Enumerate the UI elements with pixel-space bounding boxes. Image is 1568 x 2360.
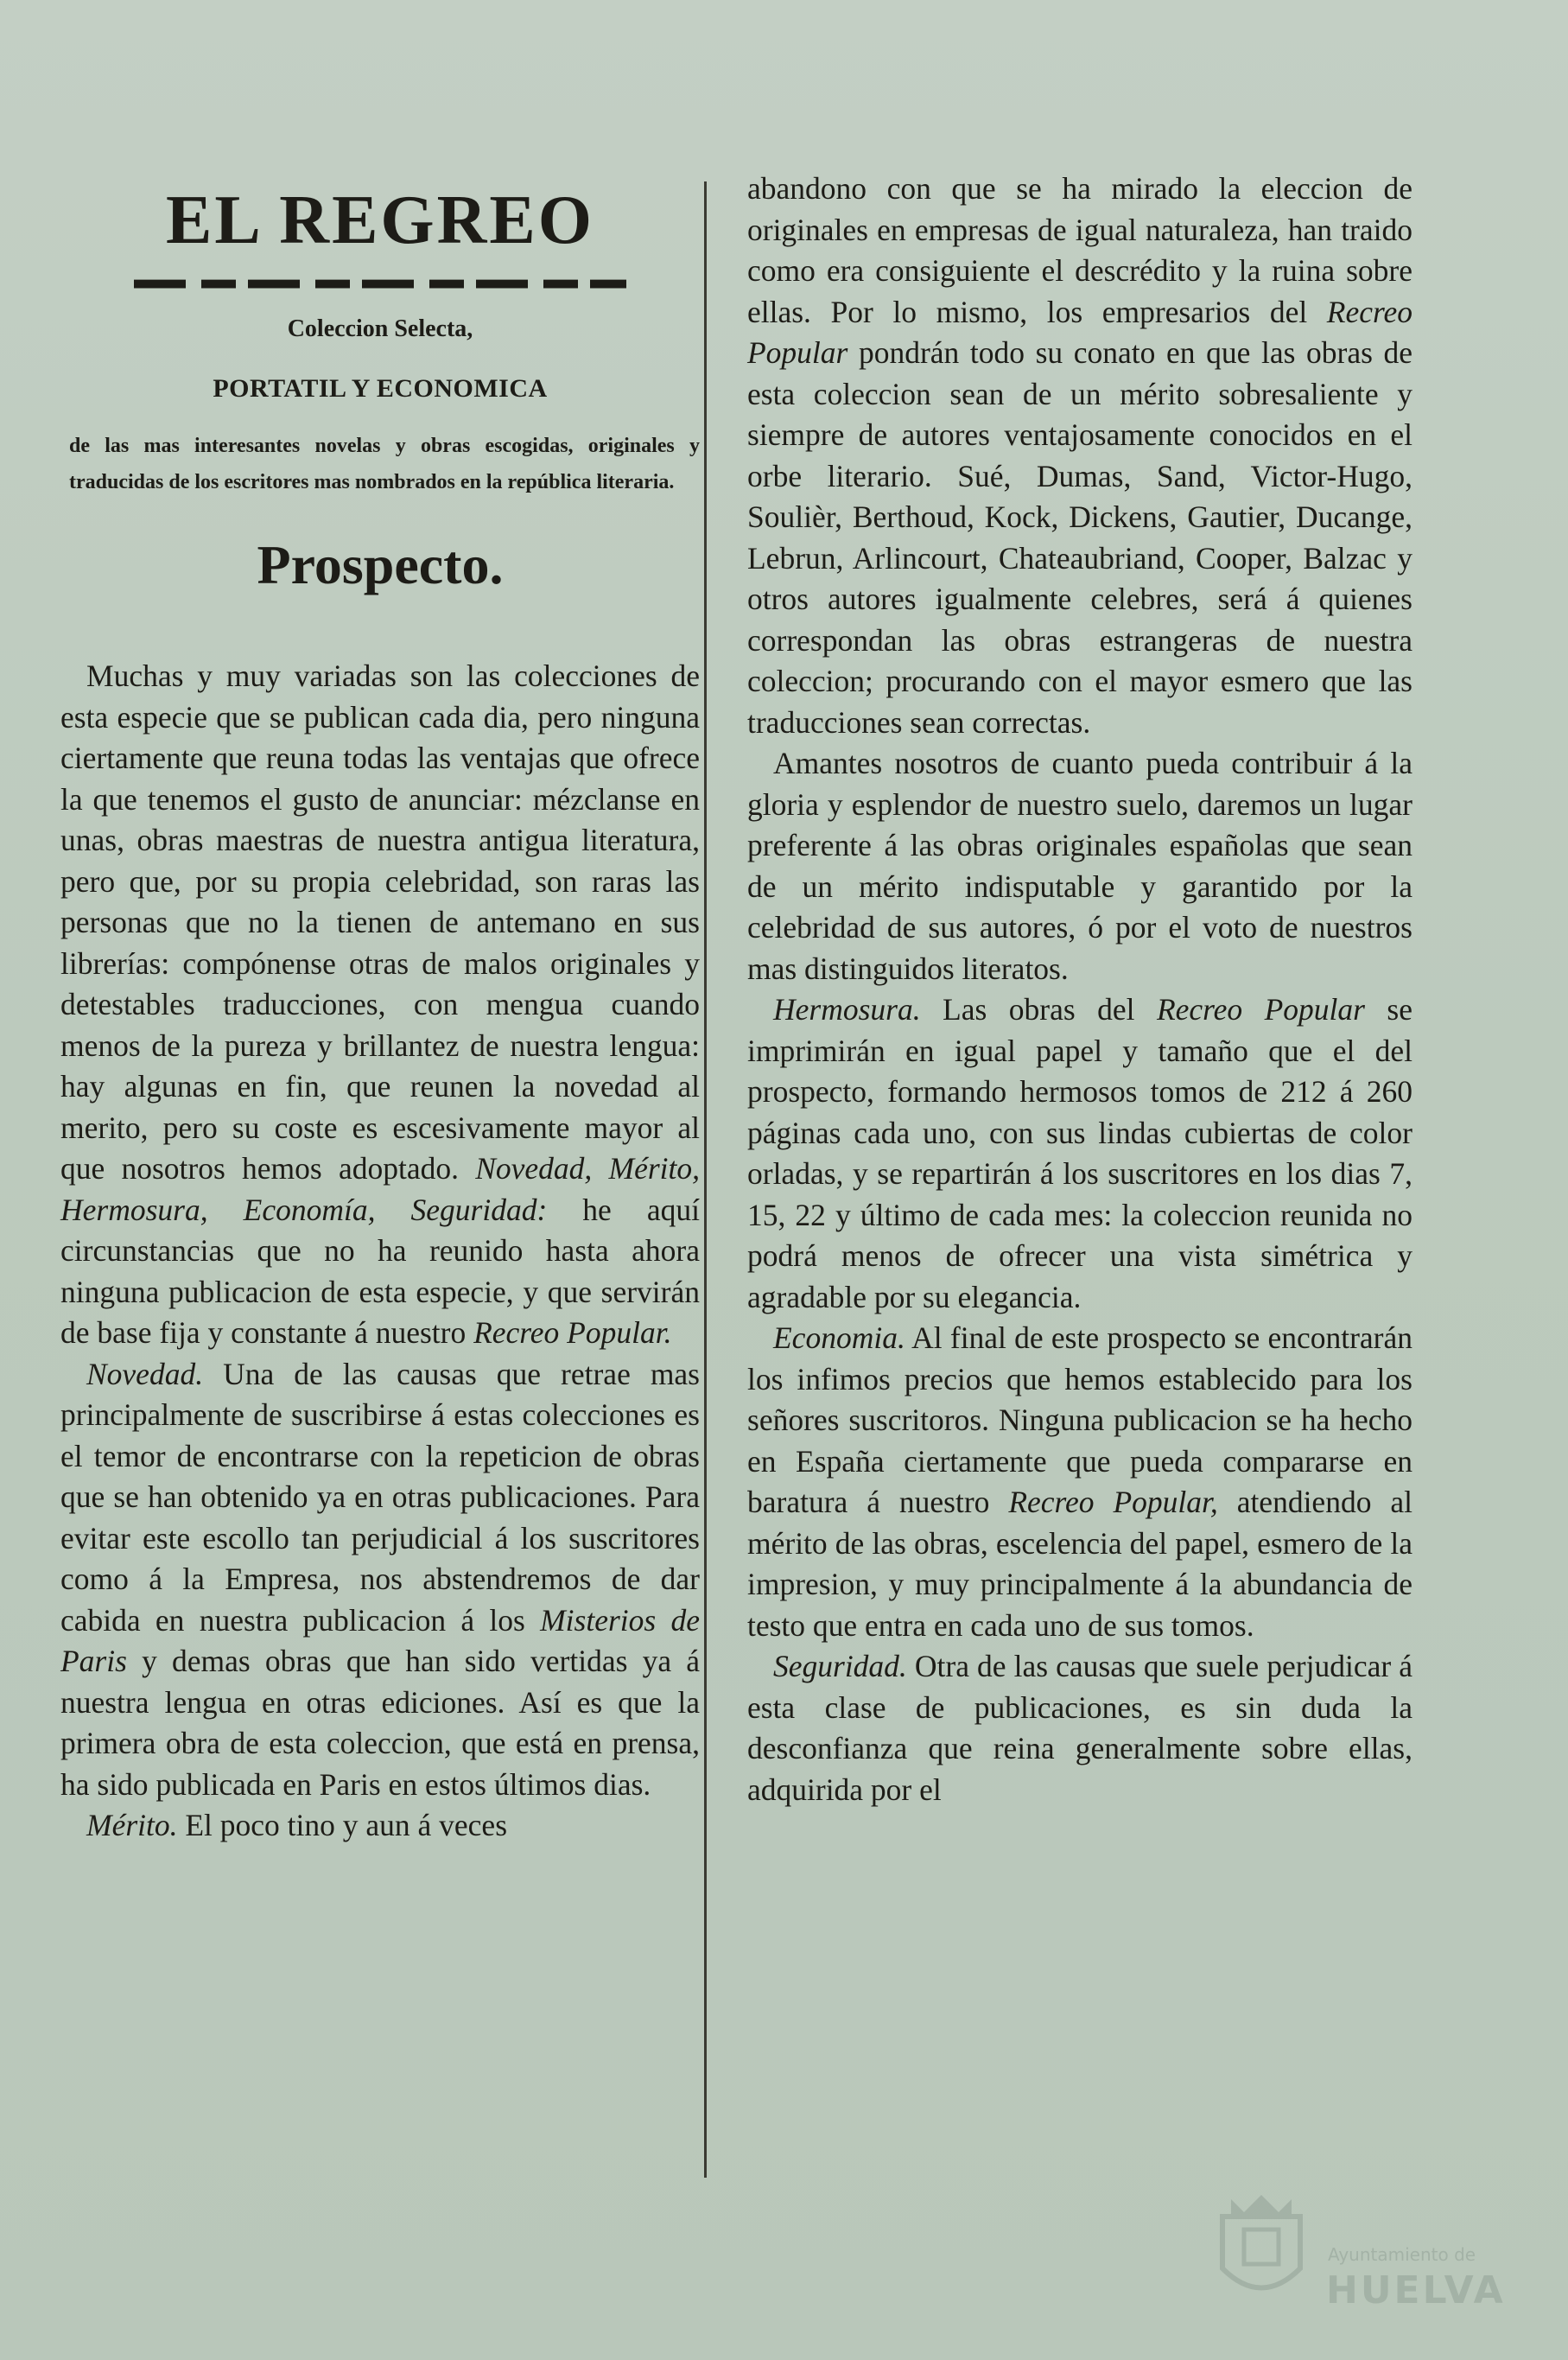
crest-icon — [1205, 2182, 1317, 2312]
watermark-name: HUELVA — [1326, 2268, 1506, 2312]
right-column — [747, 169, 1412, 1810]
emphasis-run: Recreo Popular — [1156, 992, 1365, 1027]
left-paragraph-3 — [60, 1805, 700, 1847]
left-paragraph-2 — [60, 1354, 700, 1806]
emphasis-run: Novedad, Mérito, Hermosura, Economía, Seguridad: — [60, 1151, 700, 1227]
emphasis-run: Misterios de Paris — [60, 1602, 700, 1678]
section-lead: Novedad. — [86, 1356, 204, 1391]
text-run: he aquí circunstancias que no ha reunido hasta ahora ninguna publicacion de esta especie, y que servirán de base fija y constante á nuestro — [60, 1192, 700, 1350]
library-watermark — [1205, 2182, 1506, 2312]
emphasis-run: Recreo Popular. — [473, 1315, 672, 1350]
section-lead: Economia. — [773, 1320, 905, 1355]
right-paragraph-2 — [747, 743, 1412, 989]
page-heading: Prospecto. — [257, 534, 504, 595]
text-run: Una de las causas que retrae mas principalmente de suscribirse á estas colecciones es el temor de encontrarse con la repeticion de obras que se han obtenido ya en otras publicaciones. Para evitar este escollo tan perjudicial á los suscritores como á la Empresa, nos abstendremos de dar cabida en nuestra publicacion á los — [60, 1356, 700, 1638]
text-run: atendiendo al mérito de las obras, escelencia del papel, esmero de la impresion, y muy principalmente á la abundancia de testo que entra en cada uno de sus tomos. — [747, 1485, 1412, 1643]
right-paragraph-3 — [747, 989, 1412, 1318]
text-run: Muchas y muy variadas son las colecciones de esta especie que se publican cada dia, pero ninguna ciertamente que reuna todas las ventajas que ofrece la que tenemos el gusto de anunciar: mézclanse en unas, obras maestras de nuestra antigua literatura, pero que, por su propia celebridad, son raras las personas que no la tienen de antemano en sus librerías: compónense otras de malos originales y detestables traducciones, con mengua cuando menos de la pureza y brillantez de nuestra lengua: hay algunas en fin, que reunen la novedad al merito, pero su coste es escesivamente mayor al que nosotros hemos adoptado. — [60, 658, 700, 1186]
text-run: abandono con que se ha mirado la eleccion de originales en empresas de igual naturaleza, han traido como era consiguiente el descrédito y la ruina sobre ellas. Por lo mismo, los empresarios del — [747, 171, 1412, 329]
text-run: Otra de las causas que suele perjudicar á esta clase de publicaciones, es sin duda la desconfianza que reina generalmente sobre ellas, adquirida por el — [747, 1649, 1412, 1807]
left-column — [60, 177, 700, 1847]
right-paragraph-1 — [747, 169, 1412, 743]
section-lead: Mérito. — [86, 1808, 178, 1842]
section-lead: Hermosura. — [773, 992, 921, 1027]
left-paragraph-1 — [60, 656, 700, 1354]
masthead-line-1: Coleccion Selecta, — [287, 315, 473, 342]
text-run: Al final de este prospecto se encontrarán los infimos precios que hemos establecido para los señores suscritoros. Ninguna publicacion se ha hecho en España ciertamente que pueda compararse en baratura á nuestro — [747, 1320, 1412, 1519]
subtitle-text — [60, 274, 700, 275]
text-run: pondrán todo su conato en que las obras de esta coleccion sean de un mérito sobresaliente y siempre de autores ventajosamente conocidos en el orbe literario. Sué, Dumas, Sand, Victor-Hugo, Soulièr, Berthoud, Kock, Dickens, Gautier, Ducange, Lebrun, Arlincourt, Chateaubriand, Cooper, Balzac y otros autores igualmente celebres, será á quienes correspondan las obras estrangeras de nuestra coleccion; procurando con el mayor esmero que las traducciones sean correctas. — [747, 335, 1412, 740]
masthead-title: EL REGREO — [165, 182, 595, 258]
column-divider — [704, 181, 707, 2178]
subtitle-decorative-type — [134, 274, 626, 293]
text-run: El poco tino y aun á veces — [177, 1808, 508, 1842]
watermark-caption: Ayuntamiento de — [1328, 2244, 1476, 2265]
text-run: se imprimirán en igual papel y tamaño que el del prospecto, formando hermosos tomos de 212 á 260 páginas cada uno, con sus lindas cubiertas de color orladas, y se repartirán á los suscritores en los dias 7, 15, 22 y último de cada mes: la coleccion reunida no podrá menos de ofrecer una vista simétrica y agradable por su elegancia. — [747, 992, 1412, 1314]
text-run: Amantes nosotros de cuanto pueda contribuir á la gloria y esplendor de nuestro suelo, daremos un lugar preferente á las obras originales españolas que sean de un mérito indisputable y garantido por la celebridad de sus autores, ó por el voto de nuestros mas distinguidos literatos. — [747, 746, 1412, 986]
text-run: Las obras del — [920, 992, 1157, 1027]
right-paragraph-5 — [747, 1646, 1412, 1810]
masthead-line-2: PORTATIL Y ECONOMICA — [213, 374, 548, 403]
masthead-description: de las mas interesantes novelas y obras escogidas, originales y traducidas de los escritores mas nombrados en la república literaria. — [69, 435, 700, 493]
section-lead: Seguridad. — [773, 1649, 907, 1683]
emphasis-run: Recreo Popular — [747, 294, 1412, 370]
emphasis-run: Recreo Popular, — [1008, 1485, 1218, 1519]
text-run: y demas obras que han sido vertidas ya á nuestra lengua en otras ediciones. Así es que la primera obra de esta coleccion, que está en prensa, ha sido publicada en Paris en estos últimos dias. — [60, 1644, 700, 1802]
right-paragraph-4 — [747, 1318, 1412, 1646]
masthead-subtitle — [60, 274, 700, 300]
